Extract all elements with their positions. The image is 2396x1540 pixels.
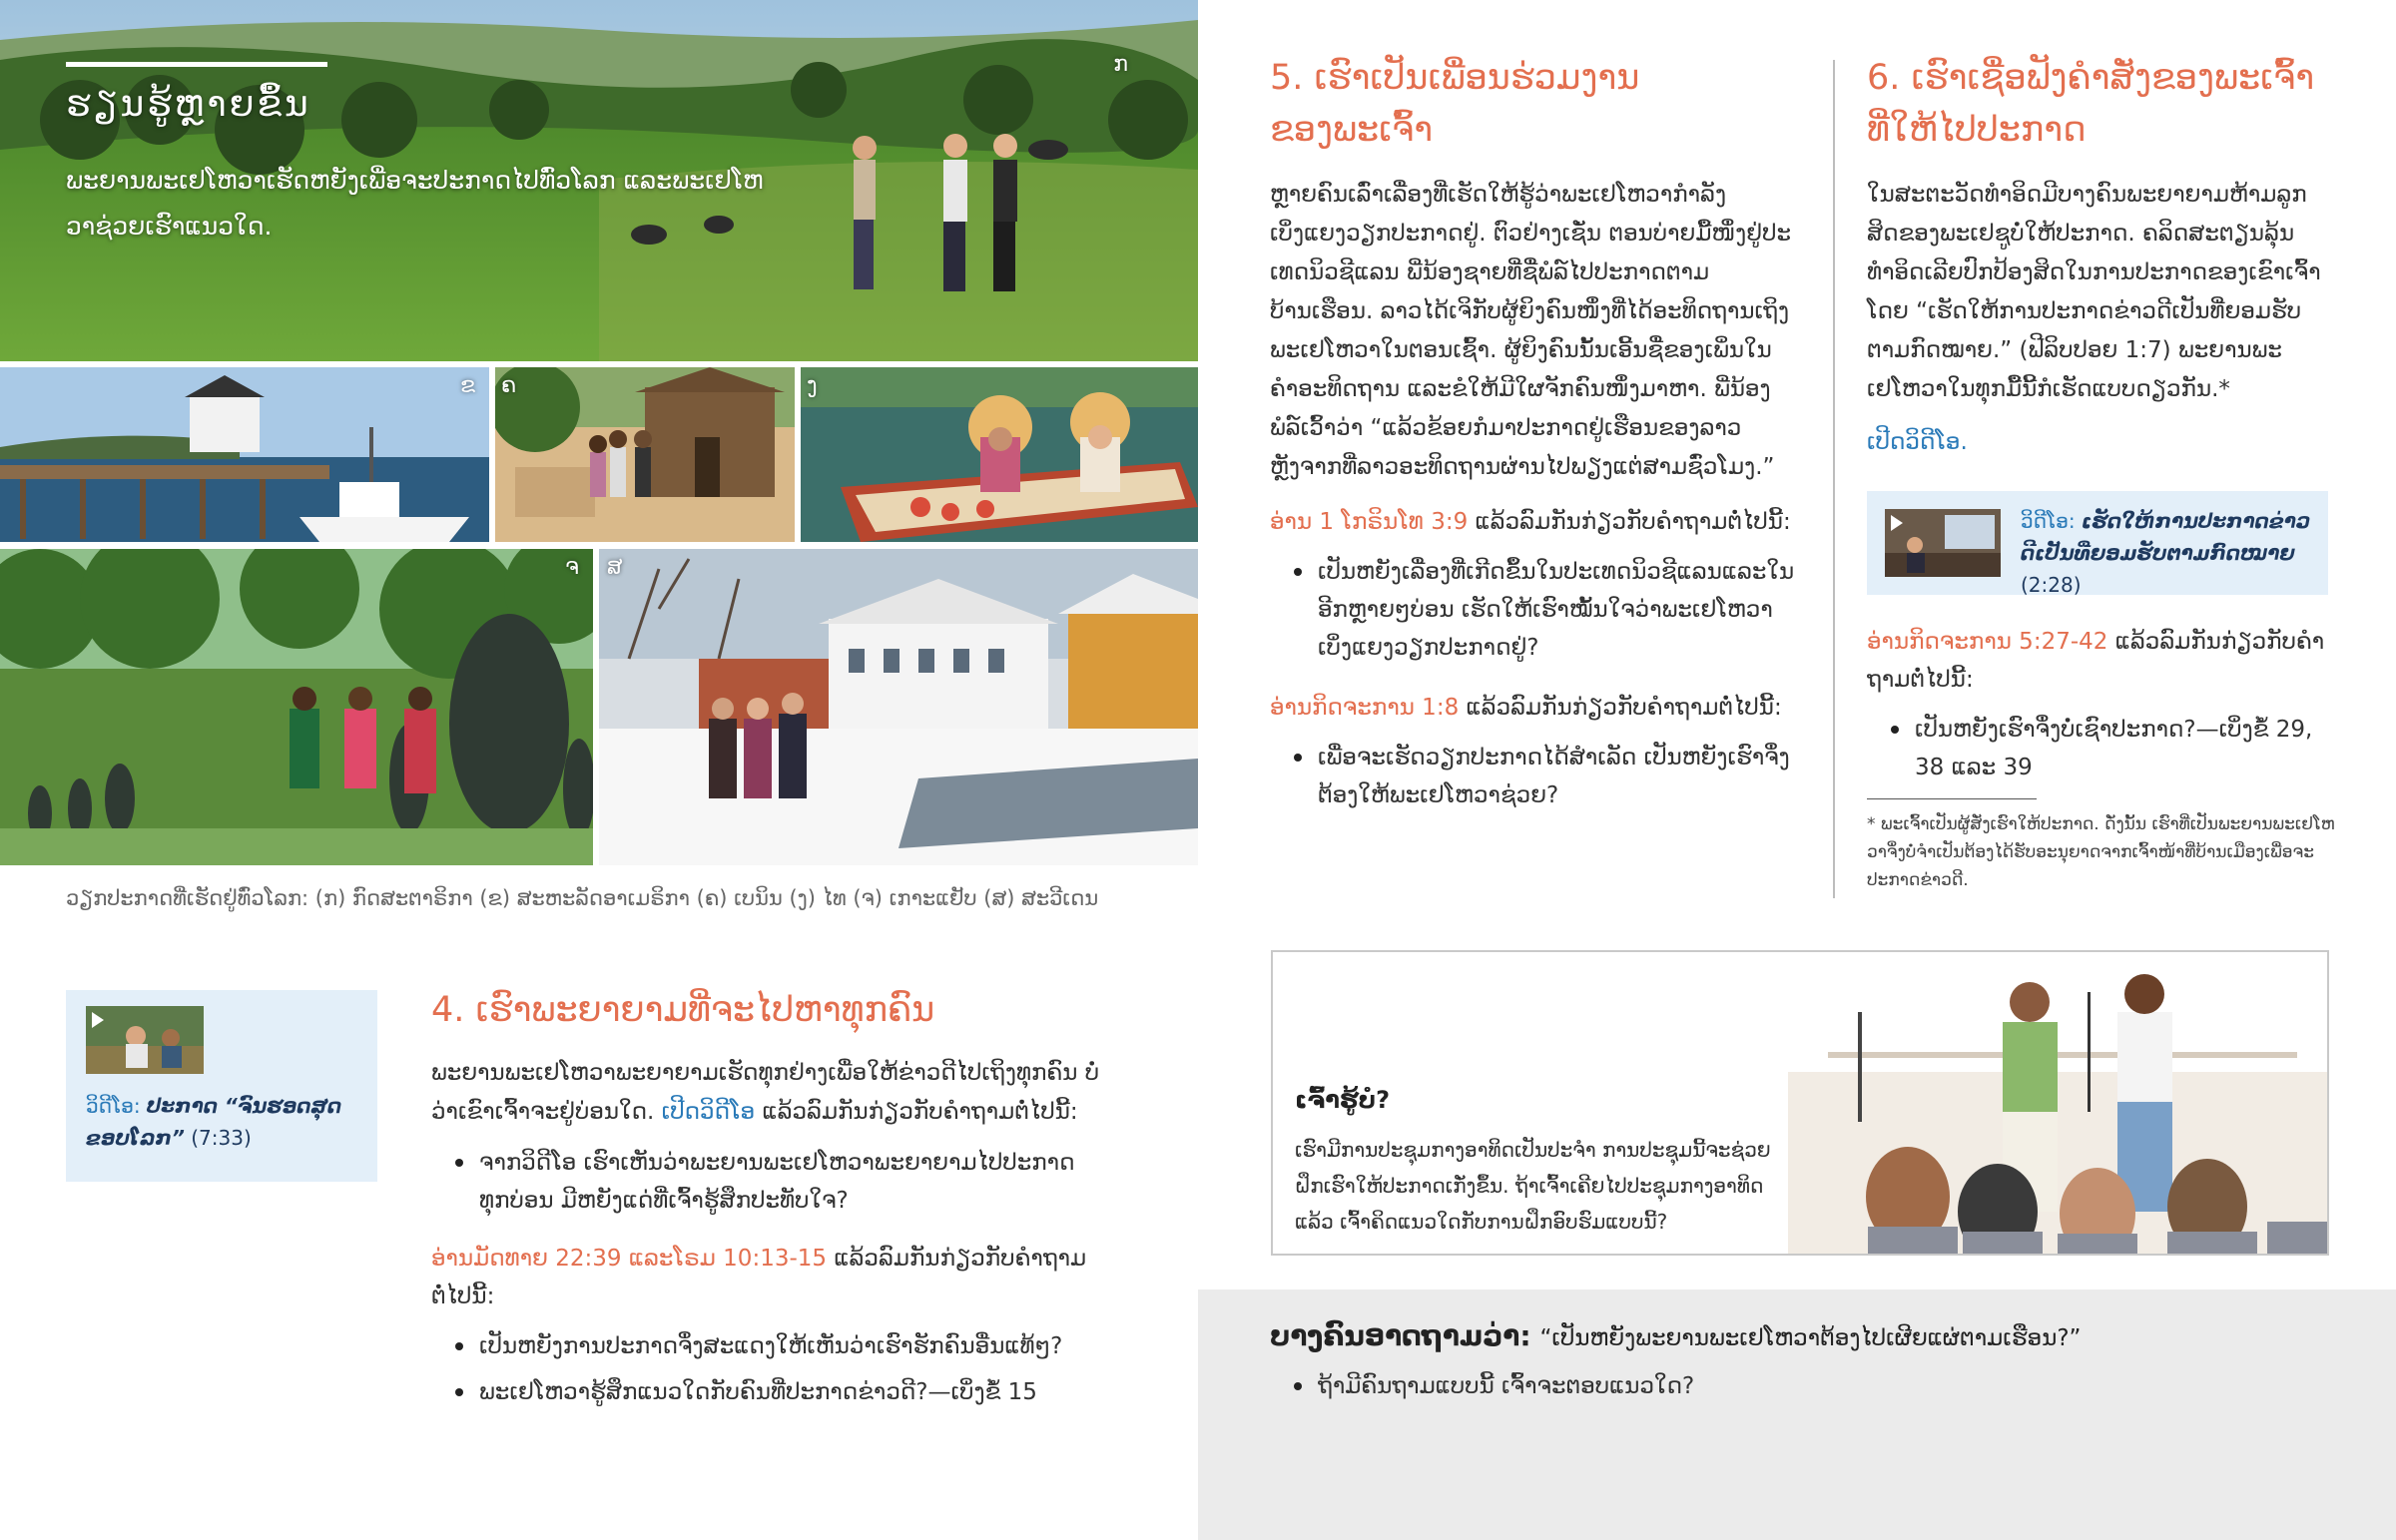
play-video-link[interactable]: ເປີດວິດີໂອ bbox=[661, 1099, 756, 1125]
some-may-ask-list bbox=[1290, 1367, 2288, 1413]
video-title[interactable]: ເຮັດໃຫ້ການປະກາດຂ່າວດີເປັນທີ່ຍອມຮັບຕາມກົດໝາຍ bbox=[2021, 509, 2311, 565]
question-item: ເປັນຫຍັງເຮົາຈຶ່ງບໍ່ເຊົາປະກາດ?—ເບິ່ງຂໍ້ 29, 38 ແລະ 39 bbox=[1887, 711, 2326, 786]
reading-text: ແລ້ວລົມກັນກ່ຽວກັບຄຳຖາມຕໍ່ໄປນີ້: bbox=[431, 1246, 1087, 1309]
play-video-link[interactable]: ເປີດວິດີໂອ. bbox=[1867, 429, 1968, 455]
photo-caption: ວຽກປະກາດທີ່ເຮັດຢູ່ທົ່ວໂລກ: (ກ) ກົດສະຕາຣິກາ (ຂ) ສະຫະລັດອາເມຣິກາ (ຄ) ເບນິນ (ງ) ໄທ (ຈ) ເກາະແຢັບ (ສ) ສະວີເດນ bbox=[66, 886, 1099, 910]
column-divider bbox=[1833, 60, 1835, 898]
photo-thailand bbox=[801, 367, 1198, 542]
question-item: ເປັນຫຍັງການປະກາດຈຶ່ງສະແດງໃຫ້ເຫັນວ່າເຮົາຮັກຄົນອື່ນແທ້ໆ? bbox=[451, 1327, 1110, 1365]
section-5-heading: 5. ເຮົາເປັນເພື່ອນຮ່ວມງານຂອງພະເຈົ້າ bbox=[1270, 58, 1640, 150]
section-5-reading-1 bbox=[1270, 503, 1809, 541]
did-you-know-title: ເຈົ້າຮູ້ບໍ? bbox=[1295, 1086, 1391, 1114]
scripture-reference[interactable]: ອ່ານ 1 ໂກຣິນໂທ 3:9 bbox=[1270, 509, 1469, 535]
hero-subtitle: ພະຍານພະເຢໂຫວາເຮັດຫຍັງເພື່ອຈະປະກາດໄປທົ່ວໂລກ ແລະພະເຢໂຫວາຊ່ວຍເຮົາແນວໃດ. bbox=[66, 166, 764, 241]
section-4-body-end: ແລ້ວລົມກັນກ່ຽວກັບຄຳຖາມຕໍ່ໄປນີ້: bbox=[762, 1099, 1078, 1125]
did-you-know-body: ເຮົາມີການປະຊຸມກາງອາທິດເປັນປະຈຳ ການປະຊຸມນີ້ຈະຊ່ວຍຝຶກເຮົາໃຫ້ປະກາດເກັ່ງຂຶ້ນ. ຖ້າເຈົ້າເຄີຍໄປປະຊຸມກາງອາທິດແລ້ວ ເຈົ້າຄິດແນວໃດກັບການຝຶກອົບຮົມແບບນີ້? bbox=[1295, 1138, 1771, 1234]
section-5-body: ຫຼາຍຄົນເລົ່າເລື່ອງທີ່ເຮັດໃຫ້ຮູ້ວ່າພະເຢໂຫວາກຳລັງເບິ່ງແຍງວຽກປະກາດຢູ່. ຕົວຢ່າງເຊັ່ນ ຕອນບ່າຍມື້ໜຶ່ງຢູ່ປະເທດນິວຊີແລນ ພີ່ນ້ອງຊາຍທີ່ຊື່ພໍລ໌ໄປປະກາດຕາມບ້ານເຮືອນ. ລາວໄດ້ເຈິກັບຜູ້ຍິງຄົນໜຶ່ງທີ່ໄດ້ອະທິດຖານເຖິງພະເຢໂຫວາໃນຕອນເຊົ້າ. ຜູ້ຍິງຄົນນັ້ນເອີ້ນຊື່ຂອງເພິ່ນໃນຄຳອະທິດຖານ ແລະຂໍໃຫ້ມີໃຜຈັກຄົນໜຶ່ງມາຫາ. ພີ່ນ້ອງພໍລ໌ເວົ້າວ່າ “ແລ້ວຂ້ອຍກໍມາປະກາດຢູ່ເຮືອນຂອງລາວຫຼັງຈາກທີ່ລາວອະທິດຖານຜ່ານໄປພຽງແຕ່ສາມຊົ່ວໂມງ.” bbox=[1270, 182, 1791, 480]
section-5-questions-b bbox=[1290, 739, 1799, 822]
scripture-reference[interactable]: ອ່ານກິດຈະການ 1:8 bbox=[1270, 695, 1460, 721]
question-item: ຈາກວິດີໂອ ເຮົາເຫັນວ່າພະຍານພະເຢໂຫວາພະຍາຍາມໄປປະກາດທຸກບ່ອນ ມີຫຍັງແດ່ທີ່ເຈົ້າຮູ້ສຶກປະທັບໃຈ? bbox=[451, 1144, 1110, 1220]
section-4-reading bbox=[431, 1240, 1110, 1315]
photo-letter: ຂ bbox=[459, 373, 475, 398]
section-6-questions bbox=[1887, 711, 2326, 794]
section-4-questions-a bbox=[451, 1144, 1110, 1228]
reading-text: ແລ້ວລົມກັນກ່ຽວກັບຄຳຖາມຕໍ່ໄປນີ້: bbox=[1867, 629, 2325, 693]
footnote-rule bbox=[1867, 798, 2037, 799]
section-6-body: ໃນສະຕະວັດທຳອິດມີບາງຄົນພະຍາຍາມຫ້າມລູກສິດຂອງພະເຢຊູບໍ່ໃຫ້ປະກາດ. ຄລິດສະຕຽນລຸ້ນທຳອິດເລີຍປົກປ້ອງສິດໃນການປະກາດຂອງເຂົາເຈົ້າໂດຍ “ເຮັດໃຫ້ການປະກາດຂ່າວດີເປັນທີ່ຍອມຮັບຕາມກົດໝາຍ.” (ຟີລິບປອຍ 1:7) ພະຍານພະເຢໂຫວາໃນທຸກມື້ນີ້ກໍເຮັດແບບດຽວກັນ.* bbox=[1867, 182, 2321, 402]
photo-yap bbox=[0, 549, 593, 865]
photo-letter: ຄ bbox=[501, 373, 517, 398]
question-item: ພະເຢໂຫວາຮູ້ສຶກແນວໃດກັບຄົນທີ່ປະກາດຂ່າວດີ?—ເບິ່ງຂໍ້ 15 bbox=[451, 1373, 1110, 1411]
video-box-preaching[interactable] bbox=[66, 990, 377, 1182]
footnote: * ພະເຈົ້າເປັນຜູ້ສັ່ງເຮົາໃຫ້ປະກາດ. ດັ່ງນັ້ນ ເຮົາທີ່ເປັນພະຍານພະເຢໂຫວາຈຶ່ງບໍ່ຈຳເປັນຕ້ອງໄດ້ຮັບອະນຸຍາດຈາກເຈົ້າໜ້າທີ່ບ້ານເມືອງເພື່ອຈະປະກາດຂ່າວດີ. bbox=[1867, 814, 2335, 890]
section-6-heading: 6. ເຮົາເຊື່ອຟັງຄຳສັ່ງຂອງພະເຈົ້າທີ່ໃຫ້ໄປປະກາດ bbox=[1867, 58, 2315, 150]
meeting-illustration bbox=[1788, 952, 2327, 1254]
section-6-play-video bbox=[1867, 423, 2326, 461]
some-may-ask-question: “ເປັນຫຍັງພະຍານພະເຢໂຫວາຕ້ອງໄປເຜີຍແຜ່ຕາມເຮືອນ?” bbox=[1539, 1325, 2082, 1351]
video-title[interactable]: ປະກາດ “ຈົນຮອດສຸດຂອບໂລກ” bbox=[86, 1094, 342, 1150]
photo-letter: ງ bbox=[807, 373, 818, 398]
section-4-body bbox=[431, 1054, 1110, 1132]
section-4-questions-b bbox=[451, 1327, 1110, 1419]
reading-text: ແລ້ວລົມກັນກ່ຽວກັບຄຳຖາມຕໍ່ໄປນີ້: bbox=[1475, 509, 1791, 535]
some-may-ask-panel bbox=[1198, 1289, 2396, 1540]
video-caption bbox=[86, 1090, 365, 1154]
reading-text: ແລ້ວລົມກັນກ່ຽວກັບຄຳຖາມຕໍ່ໄປນີ້: bbox=[1466, 695, 1782, 721]
section-5-questions-a bbox=[1290, 553, 1799, 675]
question-item: ຖ້າມີຄົນຖາມແບບນີ້ ເຈົ້າຈະຕອບແນວໃດ? bbox=[1290, 1367, 2288, 1405]
hero-title: ຮຽນຮູ້ຫຼາຍຂຶ້ນ bbox=[66, 84, 311, 125]
question-item: ເພື່ອຈະເຮັດວຽກປະກາດໄດ້ສຳເລັດ ເປັນຫຍັງເຮົາຈຶ່ງຕ້ອງໃຫ້ພະເຢໂຫວາຊ່ວຍ? bbox=[1290, 739, 1799, 814]
photo-letter: ສ bbox=[607, 555, 623, 580]
section-6-reading bbox=[1867, 623, 2326, 699]
scripture-reference[interactable]: ອ່ານກິດຈະການ 5:27-42 bbox=[1867, 629, 2108, 655]
video-thumbnail[interactable] bbox=[86, 1006, 204, 1074]
photo-benin bbox=[495, 367, 795, 542]
video-label: ວິດີໂອ: bbox=[86, 1094, 141, 1118]
video-thumbnail[interactable] bbox=[1885, 509, 2001, 577]
video-label: ວິດີໂອ: bbox=[2021, 509, 2076, 533]
some-may-ask-heading bbox=[1270, 1319, 2081, 1352]
some-may-ask-title: ບາງຄົນອາດຖາມວ່າ: bbox=[1270, 1319, 1531, 1352]
did-you-know-box bbox=[1271, 950, 2329, 1256]
photo-letter: ກ bbox=[1113, 52, 1128, 77]
photo-united-states bbox=[0, 367, 489, 542]
photo-sweden bbox=[599, 549, 1198, 865]
play-icon[interactable] bbox=[1891, 515, 1903, 531]
hero-title-rule bbox=[66, 62, 327, 67]
section-4-body-text: ພະຍານພະເຢໂຫວາພະຍາຍາມເຮັດທຸກຢ່າງເພື່ອໃຫ້ຂ່າວດີໄປເຖິງທຸກຄົນ ບໍ່ວ່າເຂົາເຈົ້າຈະຢູ່ບ່ອນໃດ. bbox=[431, 1060, 1100, 1125]
section-4-heading: 4. ເຮົາພະຍາຍາມທີ່ຈະໄປຫາທຸກຄົນ bbox=[431, 990, 935, 1030]
scripture-reference[interactable]: ອ່ານມັດທາຍ 22:39 ແລະໂຣມ 10:13-15 bbox=[431, 1246, 828, 1272]
video-caption bbox=[2021, 505, 2320, 601]
video-duration: (2:28) bbox=[2021, 573, 2082, 597]
video-box-legal[interactable] bbox=[1867, 491, 2328, 595]
video-duration: (7:33) bbox=[191, 1126, 252, 1150]
play-icon[interactable] bbox=[92, 1012, 104, 1028]
photo-letter: ຈ bbox=[565, 555, 579, 580]
question-item: ເປັນຫຍັງເລື່ອງທີ່ເກີດຂຶ້ນໃນປະເທດນິວຊີແລນແລະໃນອີກຫຼາຍໆບ່ອນ ເຮັດໃຫ້ເຮົາໝັ້ນໃຈວ່າພະເຢໂຫວາເບິ່ງແຍງວຽກປະກາດຢູ່? bbox=[1290, 553, 1799, 667]
section-5-reading-2 bbox=[1270, 689, 1809, 727]
